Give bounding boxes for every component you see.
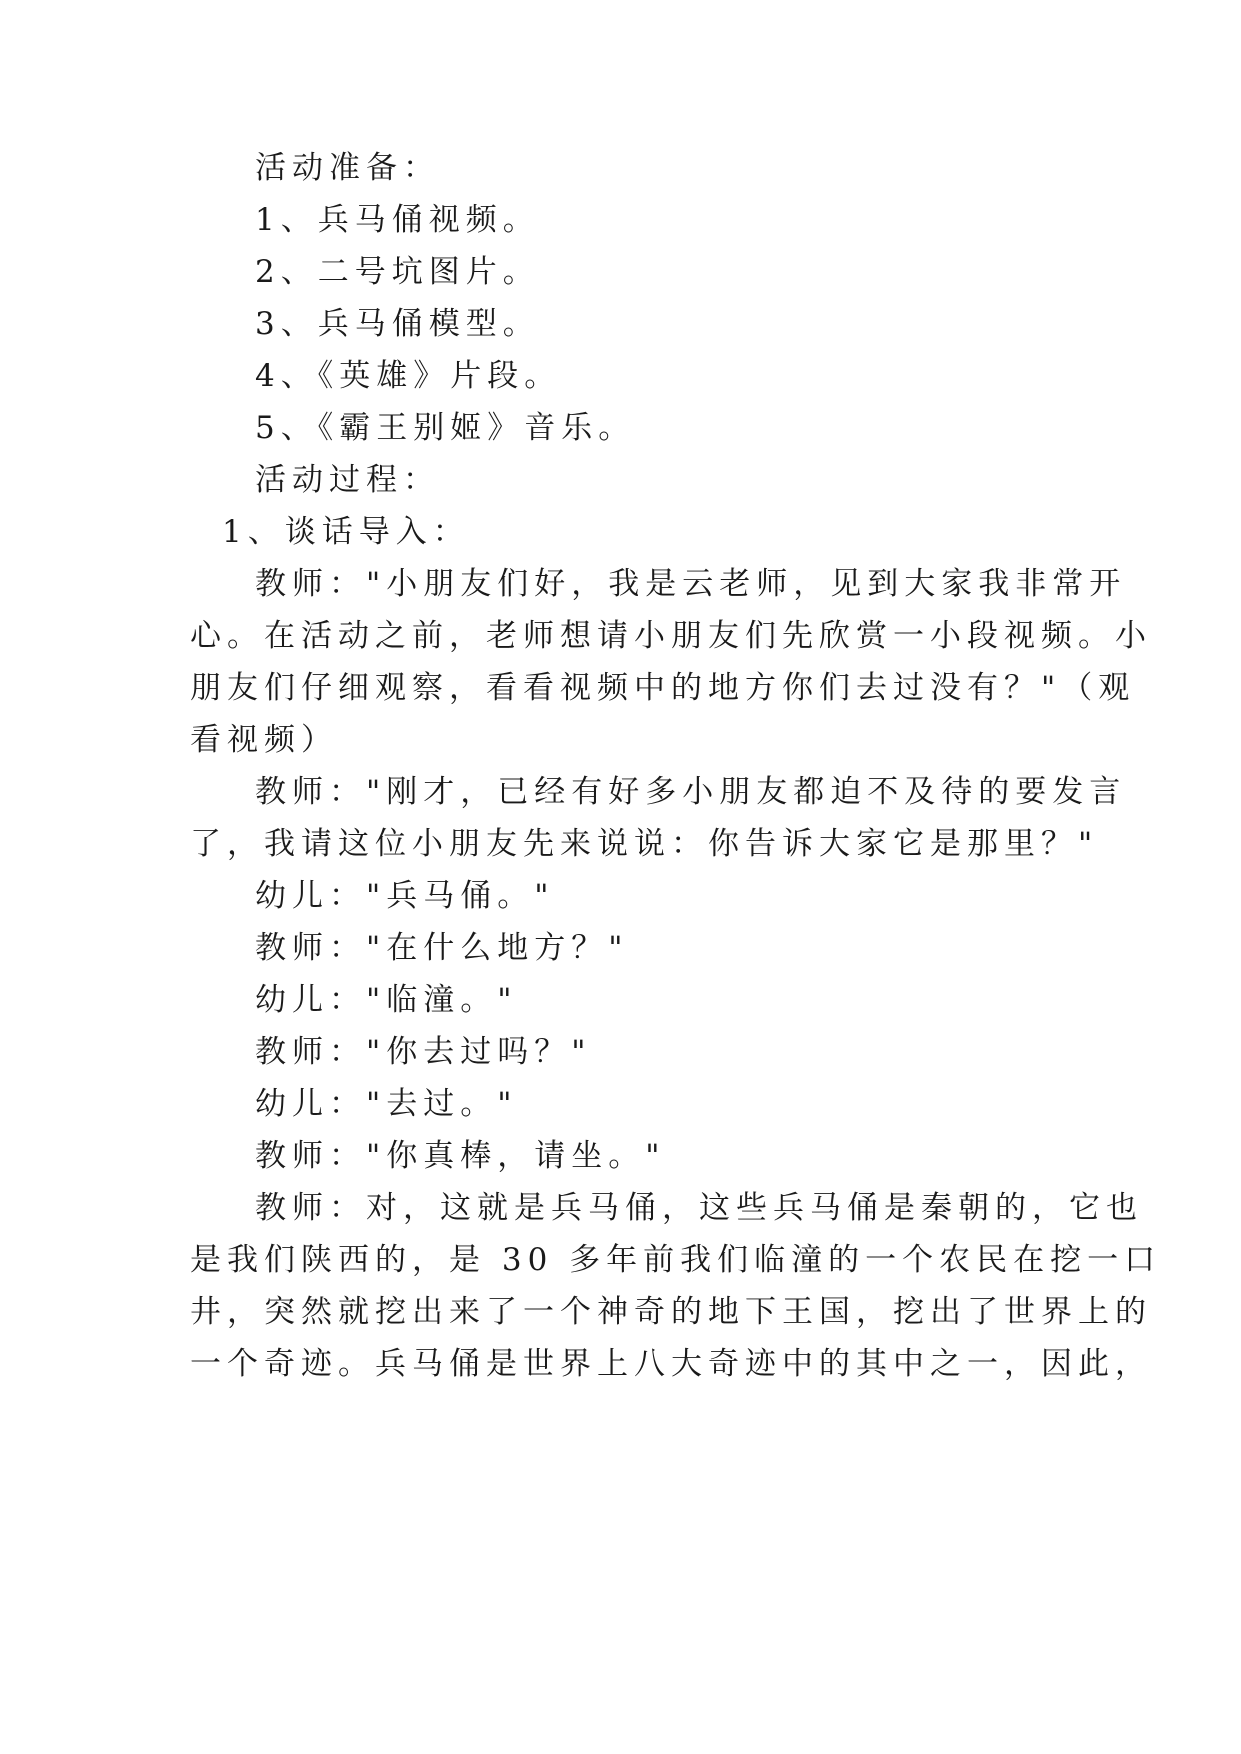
paragraph-line: 一个奇迹。兵马俑是世界上八大奇迹中的其中之一，因此，	[190, 1346, 1152, 1382]
prep-heading: 活动准备：	[255, 150, 440, 186]
dialogue-line: 幼儿："兵马俑。"	[255, 878, 555, 914]
dialogue-line: 教师："你真棒，请坐。"	[255, 1138, 666, 1174]
prep-item-3: 3、兵马俑模型。	[255, 306, 540, 342]
paragraph-line: 看视频）	[190, 722, 338, 758]
process-heading: 活动过程：	[255, 462, 440, 498]
prep-item-4: 4、《英雄》片段。	[255, 358, 562, 394]
prep-item-1: 1、兵马俑视频。	[255, 202, 540, 238]
dialogue-line: 教师："你去过吗？"	[255, 1034, 592, 1070]
paragraph-line: 井，突然就挖出来了一个神奇的地下王国，挖出了世界上的	[190, 1294, 1152, 1330]
dialogue-line: 教师："在什么地方？"	[255, 930, 629, 966]
paragraph-line: 了，我请这位小朋友先来说说：你告诉大家它是那里？"	[190, 826, 1099, 862]
paragraph-line: 教师："刚才，已经有好多小朋友都迫不及待的要发言	[255, 774, 1127, 810]
step1-title: 1、谈话导入：	[222, 514, 470, 550]
prep-item-5: 5、《霸王别姬》音乐。	[255, 410, 636, 446]
paragraph-line: 教师："小朋友们好，我是云老师，见到大家我非常开	[255, 566, 1127, 602]
prep-item-2: 2、二号坑图片。	[255, 254, 540, 290]
dialogue-line: 幼儿："临潼。"	[255, 982, 518, 1018]
paragraph-line: 是我们陕西的，是 30 多年前我们临潼的一个农民在挖一口	[190, 1242, 1162, 1278]
paragraph-line: 教师：对，这就是兵马俑，这些兵马俑是秦朝的，它也	[255, 1190, 1143, 1226]
dialogue-line: 幼儿："去过。"	[255, 1086, 518, 1122]
paragraph-line: 朋友们仔细观察，看看视频中的地方你们去过没有？"（观	[190, 670, 1136, 706]
paragraph-line: 心。在活动之前，老师想请小朋友们先欣赏一小段视频。小	[190, 618, 1152, 654]
